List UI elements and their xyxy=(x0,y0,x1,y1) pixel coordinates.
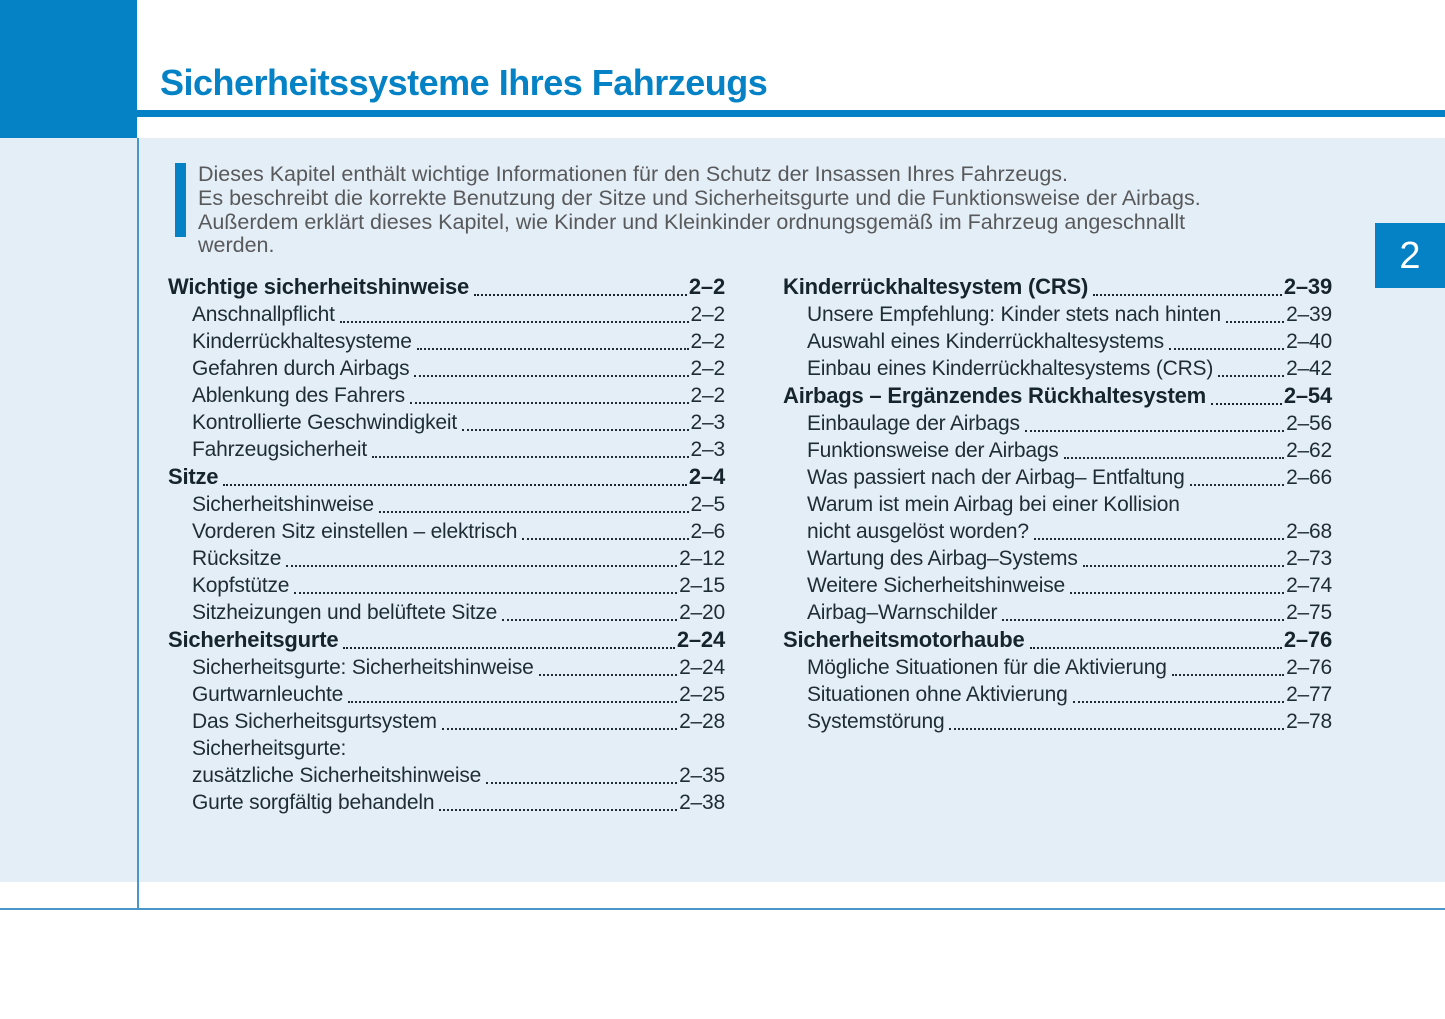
dotted-leader xyxy=(1211,403,1282,405)
toc-entry-page: 2–66 xyxy=(1286,466,1332,489)
toc-entry-page: 2–77 xyxy=(1286,683,1332,706)
toc-entry-page: 2–24 xyxy=(676,627,725,652)
toc-entry xyxy=(783,544,1332,571)
dotted-leader xyxy=(1030,647,1282,649)
intro-line: Außerdem erklärt dieses Kapitel, wie Kinder und Kleinkinder ordnungsgemäß im Fahrzeug angeschnallt xyxy=(198,209,1186,234)
toc-entry xyxy=(168,272,725,300)
dotted-leader xyxy=(348,701,677,703)
dotted-leader xyxy=(1070,592,1284,594)
dotted-leader xyxy=(372,456,689,458)
dotted-leader xyxy=(1064,457,1284,459)
toc-entry xyxy=(168,381,725,408)
dotted-leader xyxy=(1034,538,1284,540)
toc-entry xyxy=(783,409,1332,436)
dotted-leader xyxy=(1226,321,1284,323)
intro-line: Es beschreibt die korrekte Benutzung der Sitze und Sicherheitsgurte und die Funktionsweise der Airbags. xyxy=(198,185,1201,210)
toc-entry-page: 2–28 xyxy=(679,710,725,733)
dotted-leader xyxy=(522,538,688,540)
left-vertical-rule xyxy=(137,138,139,910)
dotted-leader xyxy=(1002,619,1284,621)
toc-entry xyxy=(168,354,725,381)
toc-entry-label: Ablenkung des Fahrers xyxy=(192,384,405,407)
toc-entry xyxy=(168,707,725,734)
toc-entry-label: Rücksitze xyxy=(192,547,282,570)
toc-entry-label: Sitzheizungen und belüftete Sitze xyxy=(192,601,498,624)
toc-entry xyxy=(783,463,1332,490)
toc-entry xyxy=(783,571,1332,598)
intro-line: werden. xyxy=(198,233,275,258)
toc-entry xyxy=(168,462,725,490)
toc-entry-page: 2–74 xyxy=(1286,574,1332,597)
toc-entry xyxy=(168,517,725,544)
toc-entry-page: 2–38 xyxy=(679,791,725,814)
dotted-leader xyxy=(1169,348,1284,350)
toc-entry-label: Anschnallpflicht xyxy=(192,303,335,326)
dotted-leader xyxy=(1218,375,1284,377)
toc-entry-page: 2–2 xyxy=(688,274,725,299)
toc-entry xyxy=(168,625,725,653)
dotted-leader xyxy=(486,782,677,784)
toc-entry-page: 2–39 xyxy=(1283,274,1332,299)
toc-entry-label: Wartung des Airbag–Systems xyxy=(807,547,1078,570)
toc-entry-label: Sicherheitsmotorhaube xyxy=(783,627,1025,652)
toc-entry-label: Auswahl eines Kinderrückhaltesystems xyxy=(807,330,1164,353)
toc-entry xyxy=(168,734,725,761)
dotted-leader xyxy=(379,511,689,513)
toc-entry-page: 2–25 xyxy=(679,683,725,706)
toc-entry-page: 2–4 xyxy=(688,464,725,489)
toc-entry xyxy=(783,327,1332,354)
toc-entry xyxy=(168,571,725,598)
toc-entry-label: Situationen ohne Aktivierung xyxy=(807,683,1068,706)
toc-entry-label: Airbag–Warnschilder xyxy=(807,601,998,624)
toc-entry-page: 2–3 xyxy=(690,438,725,461)
dotted-leader xyxy=(539,674,677,676)
chapter-number: 2 xyxy=(1399,234,1421,277)
toc-entry-label: Weitere Sicherheitshinweise xyxy=(807,574,1066,597)
toc-entry-label: Einbaulage der Airbags xyxy=(807,412,1020,435)
toc-entry xyxy=(168,327,725,354)
toc-entry xyxy=(783,598,1332,625)
toc-entry-page: 2–5 xyxy=(690,493,725,516)
toc-entry-page: 2–24 xyxy=(679,656,725,679)
toc-entry-label: Was passiert nach der Airbag– Entfaltung xyxy=(807,466,1185,489)
title-rule xyxy=(137,110,1445,117)
toc-entry-page: 2–2 xyxy=(690,384,725,407)
toc-entry-page: 2–35 xyxy=(679,764,725,787)
toc-entry-page: 2–75 xyxy=(1286,601,1332,624)
toc-entry xyxy=(168,761,725,788)
toc-entry-page: 2–54 xyxy=(1283,383,1332,408)
toc-entry xyxy=(783,490,1332,517)
toc-entry-label: Sicherheitsgurte: xyxy=(192,737,347,760)
dotted-leader xyxy=(439,809,677,811)
toc-entry-page: 2–56 xyxy=(1286,412,1332,435)
toc-entry-label: Funktionsweise der Airbags xyxy=(807,439,1059,462)
toc-entry-label: Kontrollierte Geschwindigkeit xyxy=(192,411,457,434)
toc-entry xyxy=(783,707,1332,734)
toc-entry-label: nicht ausgelöst worden? xyxy=(807,520,1029,543)
toc-entry xyxy=(168,300,725,327)
dotted-leader xyxy=(417,348,689,350)
toc-entry xyxy=(168,544,725,571)
dotted-leader xyxy=(1025,430,1284,432)
dotted-leader xyxy=(340,321,689,323)
toc-entry xyxy=(168,408,725,435)
toc-entry-label: Gurte sorgfältig behandeln xyxy=(192,791,435,814)
toc-entry xyxy=(168,435,725,462)
toc-entry-page: 2–12 xyxy=(679,547,725,570)
toc-entry xyxy=(168,680,725,707)
toc-entry xyxy=(783,436,1332,463)
toc-entry-label: Sicherheitshinweise xyxy=(192,493,374,516)
dotted-leader xyxy=(343,647,674,649)
chapter-tab xyxy=(1375,223,1445,288)
toc-entry-label: Das Sicherheitsgurtsystem xyxy=(192,710,437,733)
toc-entry-page: 2–42 xyxy=(1286,357,1332,380)
toc-entry-label: Warum ist mein Airbag bei einer Kollision xyxy=(807,493,1180,516)
toc-entry-label: Kopfstütze xyxy=(192,574,290,597)
dotted-leader xyxy=(462,429,689,431)
toc-entry xyxy=(783,272,1332,300)
dotted-leader xyxy=(1093,294,1282,296)
toc-entry xyxy=(783,517,1332,544)
dotted-leader xyxy=(502,619,677,621)
toc-entry-page: 2–3 xyxy=(690,411,725,434)
toc-column-right xyxy=(783,272,1332,734)
toc-entry xyxy=(783,381,1332,409)
toc-entry xyxy=(783,680,1332,707)
dotted-leader xyxy=(286,565,677,567)
dotted-leader xyxy=(1073,701,1284,703)
toc-entry-page: 2–2 xyxy=(690,303,725,326)
dotted-leader xyxy=(1190,484,1284,486)
toc-entry xyxy=(783,653,1332,680)
intro-line: Dieses Kapitel enthält wichtige Informationen für den Schutz der Insassen Ihres Fahrzeugs. xyxy=(198,162,1069,186)
dotted-leader xyxy=(294,592,677,594)
toc-entry-label: Einbau eines Kinderrückhaltesystems (CRS) xyxy=(807,357,1214,380)
intro-accent-bar xyxy=(175,163,186,237)
bottom-horizontal-rule xyxy=(0,908,1445,910)
toc-entry-label: Gefahren durch Airbags xyxy=(192,357,410,380)
dotted-leader xyxy=(442,728,677,730)
toc-entry-label: Kinderrückhaltesysteme xyxy=(192,330,412,353)
toc-entry-label: Systemstörung xyxy=(807,710,945,733)
toc-entry-page: 2–15 xyxy=(679,574,725,597)
toc-entry-page: 2–40 xyxy=(1286,330,1332,353)
toc-entry-page: 2–39 xyxy=(1286,303,1332,326)
toc-entry-label: Sicherheitsgurte: Sicherheitshinweise xyxy=(192,656,534,679)
dotted-leader xyxy=(414,375,688,377)
toc-entry-page: 2–6 xyxy=(690,520,725,543)
toc-entry-label: zusätzliche Sicherheitshinweise xyxy=(192,764,482,787)
toc-entry xyxy=(168,788,725,815)
toc-column-left xyxy=(168,272,725,815)
toc-entry xyxy=(783,354,1332,381)
toc-entry xyxy=(168,598,725,625)
toc-entry xyxy=(783,625,1332,653)
toc-entry-label: Fahrzeugsicherheit xyxy=(192,438,367,461)
toc-entry-label: Mögliche Situationen für die Aktivierung xyxy=(807,656,1167,679)
dotted-leader xyxy=(410,402,689,404)
intro-block xyxy=(175,163,1365,258)
dotted-leader xyxy=(223,484,687,486)
toc-entry-page: 2–2 xyxy=(690,357,725,380)
dotted-leader xyxy=(1172,674,1284,676)
toc-entry-label: Wichtige sicherheitshinweise xyxy=(168,274,470,299)
toc-entry-label: Sitze xyxy=(168,464,219,489)
intro-text xyxy=(198,163,1201,258)
toc-entry-page: 2–73 xyxy=(1286,547,1332,570)
chapter-title: Sicherheitssysteme Ihres Fahrzeugs xyxy=(160,62,768,103)
dotted-leader xyxy=(474,294,687,296)
toc-entry-page: 2–68 xyxy=(1286,520,1332,543)
dotted-leader xyxy=(949,728,1284,730)
toc-entry xyxy=(168,490,725,517)
toc-entry-label: Sicherheitsgurte xyxy=(168,627,339,652)
toc-entry-page: 2–62 xyxy=(1286,439,1332,462)
corner-accent-block xyxy=(0,0,137,138)
toc-entry-page: 2–76 xyxy=(1283,627,1332,652)
toc-entry-page: 2–2 xyxy=(690,330,725,353)
toc-entry xyxy=(168,653,725,680)
toc-entry xyxy=(783,300,1332,327)
toc-entry-label: Unsere Empfehlung: Kinder stets nach hinten xyxy=(807,303,1221,326)
toc-entry-label: Airbags – Ergänzendes Rückhaltesystem xyxy=(783,383,1206,408)
toc-entry-label: Kinderrückhaltesystem (CRS) xyxy=(783,274,1089,299)
toc-entry-page: 2–76 xyxy=(1286,656,1332,679)
toc-entry-label: Gurtwarnleuchte xyxy=(192,683,344,706)
toc-entry-page: 2–78 xyxy=(1286,710,1332,733)
toc-entry-label: Vorderen Sitz einstellen – elektrisch xyxy=(192,520,518,543)
dotted-leader xyxy=(1083,565,1284,567)
toc-entry-page: 2–20 xyxy=(679,601,725,624)
